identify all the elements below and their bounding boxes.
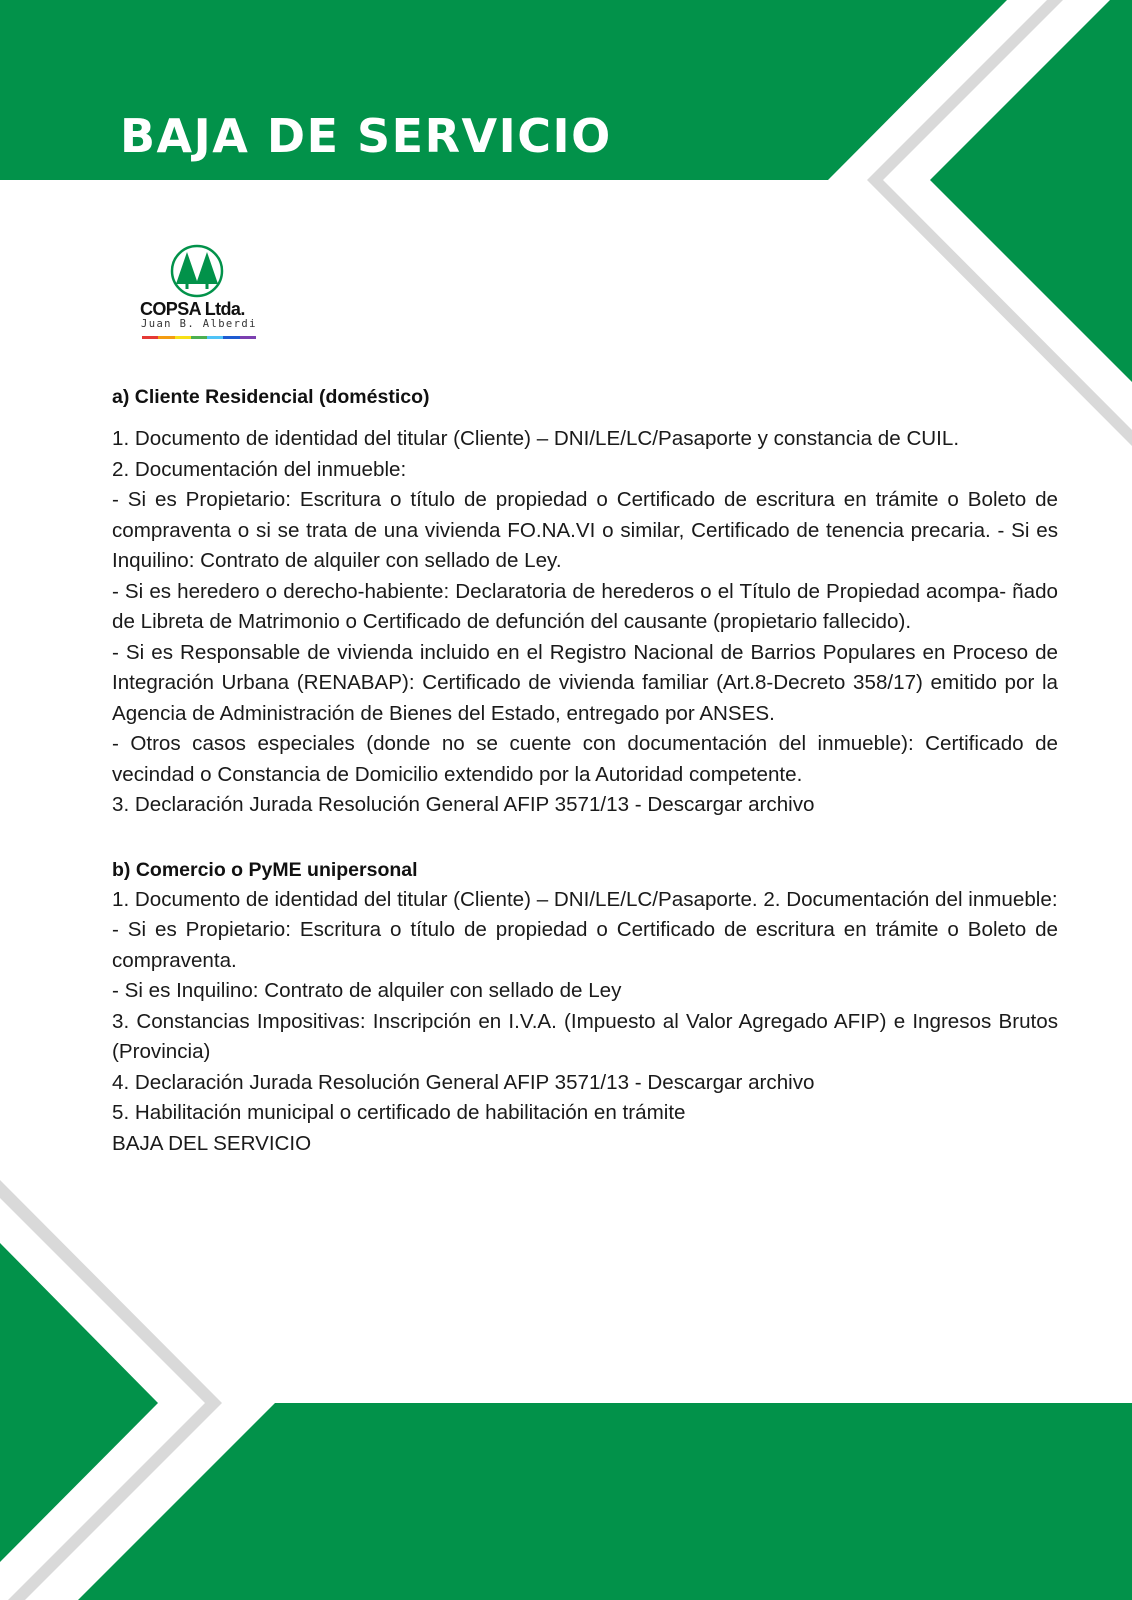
page-title: BAJA DE SERVICIO [120,109,612,163]
document-body [112,384,1058,1159]
logo-rainbow-bar [142,336,256,339]
commerce-requirements [112,885,1058,1129]
section-heading-residential: a) Cliente Residencial (doméstico) [112,386,430,408]
closing-label: BAJA DEL SERVICIO [112,1131,312,1155]
requirement-item-download[interactable]: 3. Declaración Jurada Resolución General AFIP 3571/13 - Descargar archivo [112,793,815,816]
company-logo [138,240,262,344]
requirement-item: - Si es Inquilino: Contrato de alquiler con sellado de Ley [112,979,622,1002]
requirement-item: - Otros casos especiales (donde no se cuente con documentación del inmueble): Certificado de vecindad o Constancia de Domicilio extendido por la Autoridad competente. [112,732,1058,786]
requirement-item: 1. Documento de identidad del titular (Cliente) – DNI/LE/LC/Pasaporte y constancia de CUIL. [112,427,960,450]
requirement-item: 3. Constancias Impositivas: Inscripción en I.V.A. (Impuesto al Valor Agregado AFIP) e Ingresos Brutos (Provincia) [112,1009,1058,1063]
residential-requirements [112,424,1058,821]
requirement-item: - Si es Propietario: Escritura o título de propiedad o Certificado de escritura en trámite o Boleto de compraventa. [112,918,1058,972]
section-commerce [112,857,1058,1160]
requirement-item: - Si es heredero o derecho-habiente: Declaratoria de herederos o el Título de Propiedad acompa- ñado de Libreta de Matrimonio o Certificado de defunción del causante (propietario fallecido). [112,579,1058,633]
top-right-green-triangle [930,0,1132,382]
section-heading-commerce: b) Comercio o PyME unipersonal [112,858,418,881]
requirement-item: - Si es Responsable de vivienda incluido en el Registro Nacional de Barrios Populares en Proceso de Integración Urbana (RENABAP): Certificado de vivienda familiar (Art.8-Decreto 358/17) emitido por la Agencia de Administración de Bienes del Estado, entregado por ANSES. [112,640,1058,725]
requirement-item: 5. Habilitación municipal o certificado de habilitación en trámite [112,1101,686,1124]
logo-company-name: COPSA Ltda. [140,299,245,319]
requirement-item: - Si es Propietario: Escritura o título de propiedad o Certificado de escritura en trámite o Boleto de compraventa o si se trata de una vivienda FO.NA.VI o similar, Certificado de tenencia precaria. - Si es Inquilino: Contrato de alquiler con sellado de Ley. [112,488,1058,572]
requirement-item-download[interactable]: 4. Declaración Jurada Resolución General AFIP 3571/13 - Descargar archivo [112,1070,815,1094]
requirement-item: 2. Documentación del inmueble: [112,457,407,481]
bottom-left-green-triangle [0,1243,158,1562]
logo-location: Juan B. Alberdi [141,318,257,330]
requirement-item: 1. Documento de identidad del titular (Cliente) – DNI/LE/LC/Pasaporte. 2. Documentación del inmueble: [112,887,1058,911]
bottom-green-band [78,1403,1132,1600]
twin-trees-circle-icon [138,240,262,300]
section-residential [112,384,1058,821]
